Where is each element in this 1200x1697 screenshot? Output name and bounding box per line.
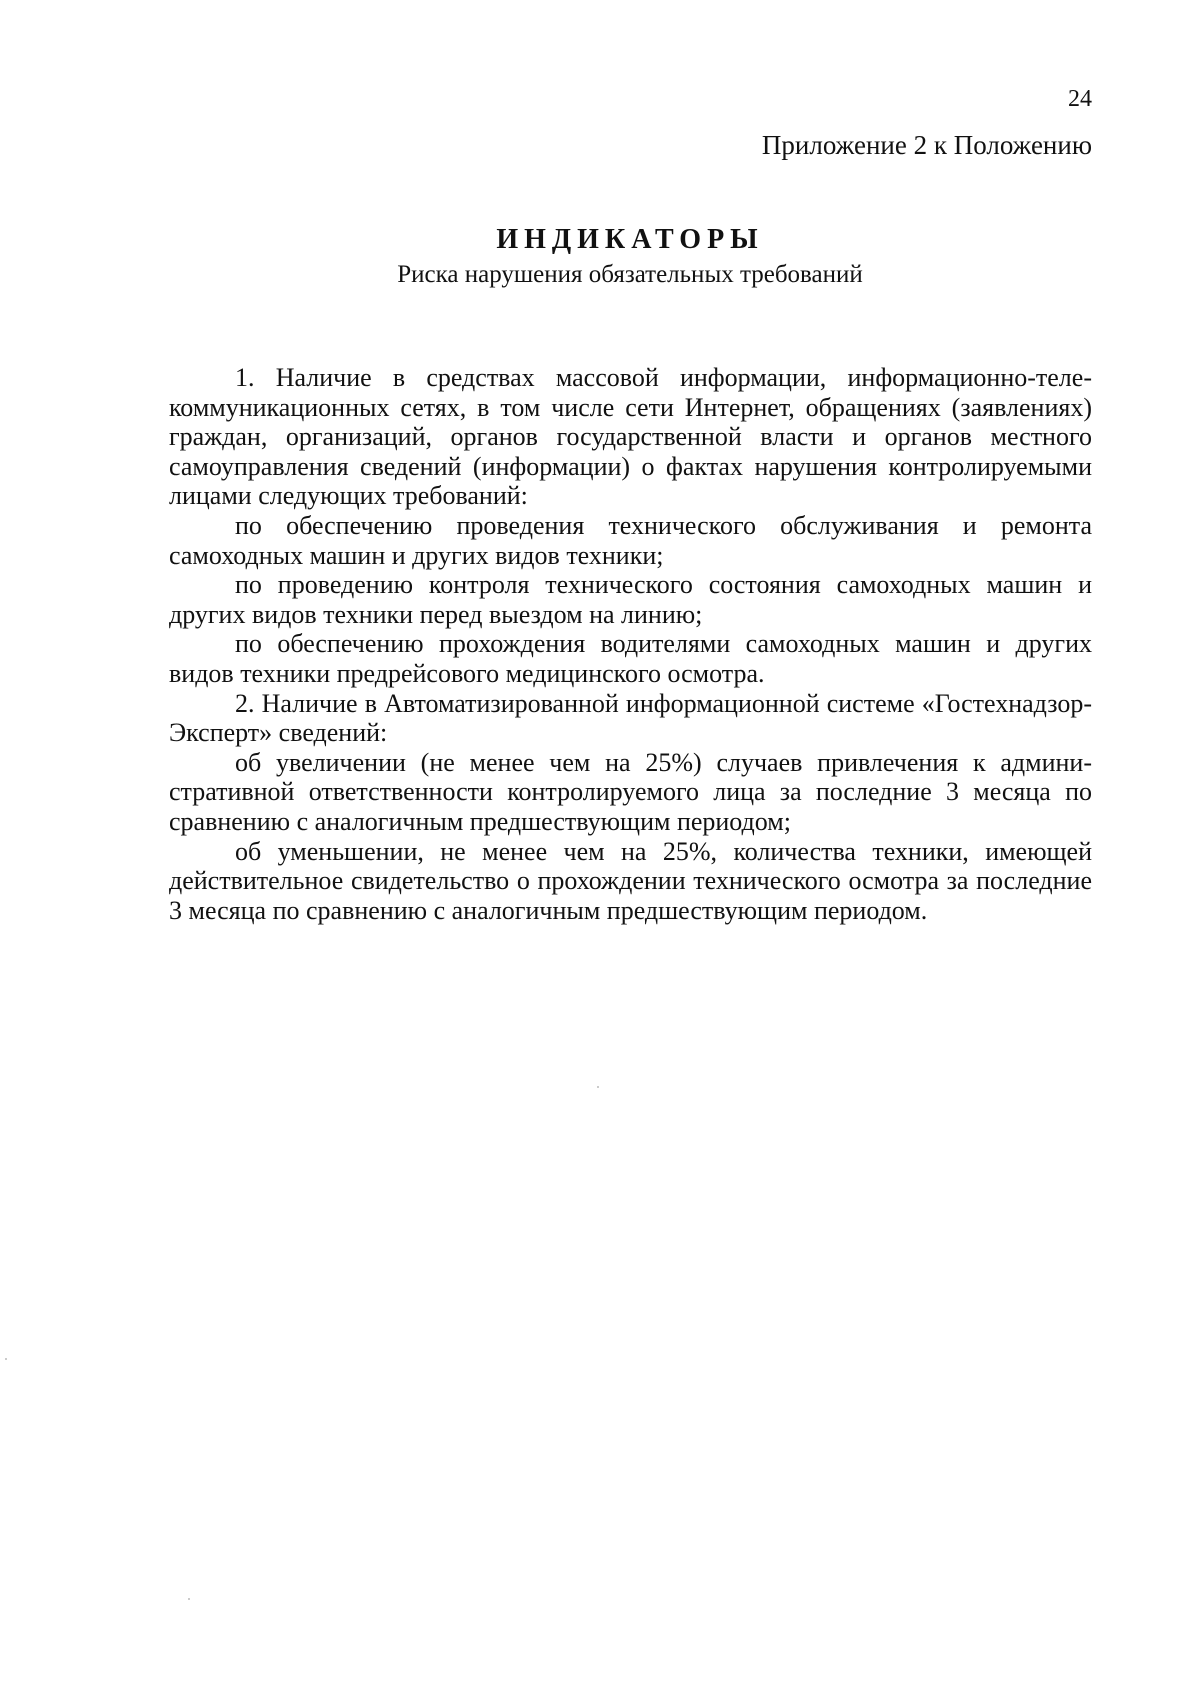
document-body [169,363,1092,925]
paragraph-technical-control: по проведению контроля технического состояния самоходных машин и других видов техники перед выездом на линию; [169,570,1092,629]
paragraph-maintenance: по обеспечению проведения технического обслуживания и ремонта самоходных машин и других видов техники; [169,510,1092,570]
paragraph-medical-check: по обеспечению прохождения водителями самоходных машин и других видов техники предрейсового медицинского осмотра. [169,629,1092,688]
page-number: 24 [1068,86,1092,112]
document-title: ИНДИКАТОРЫ [496,224,764,255]
paragraph-inspection-decrease: об уменьшении, не менее чем на 25%, количества техники, имеющей действительное свидетельство о прохождении технического осмотра за последние 3 месяца по сравнению с аналогичным предшествующим периодом. [169,836,1092,925]
paragraph-indicator-2: 2. Наличие в Автоматизированной информационной системе «Гостехнадзор-Эксперт» сведений: [169,688,1092,748]
scan-speck [597,1086,599,1088]
scan-speck [188,1598,190,1600]
document-subtitle: Риска нарушения обязательных требований [397,261,863,288]
paragraph-liability-increase: об увеличении (не менее чем на 25%) случаев привлечения к административной ответственности контролируемого лица за последние 3 месяца по сравнению с аналогичным предшествующим периодом; [169,747,1092,836]
appendix-label: Приложение 2 к Положению [761,130,1092,160]
paragraph-indicator-1: 1. Наличие в средствах массовой информации, информационно-телекоммуникационных сетях, в том числе сети Интернет, обращениях (заявлениях) граждан, организаций, органов государственной власти и органов местного самоуправления сведений (информации) о фактах нарушения контролируемыми лицами следующих требований: [169,363,1092,511]
scan-speck [5,1358,7,1360]
